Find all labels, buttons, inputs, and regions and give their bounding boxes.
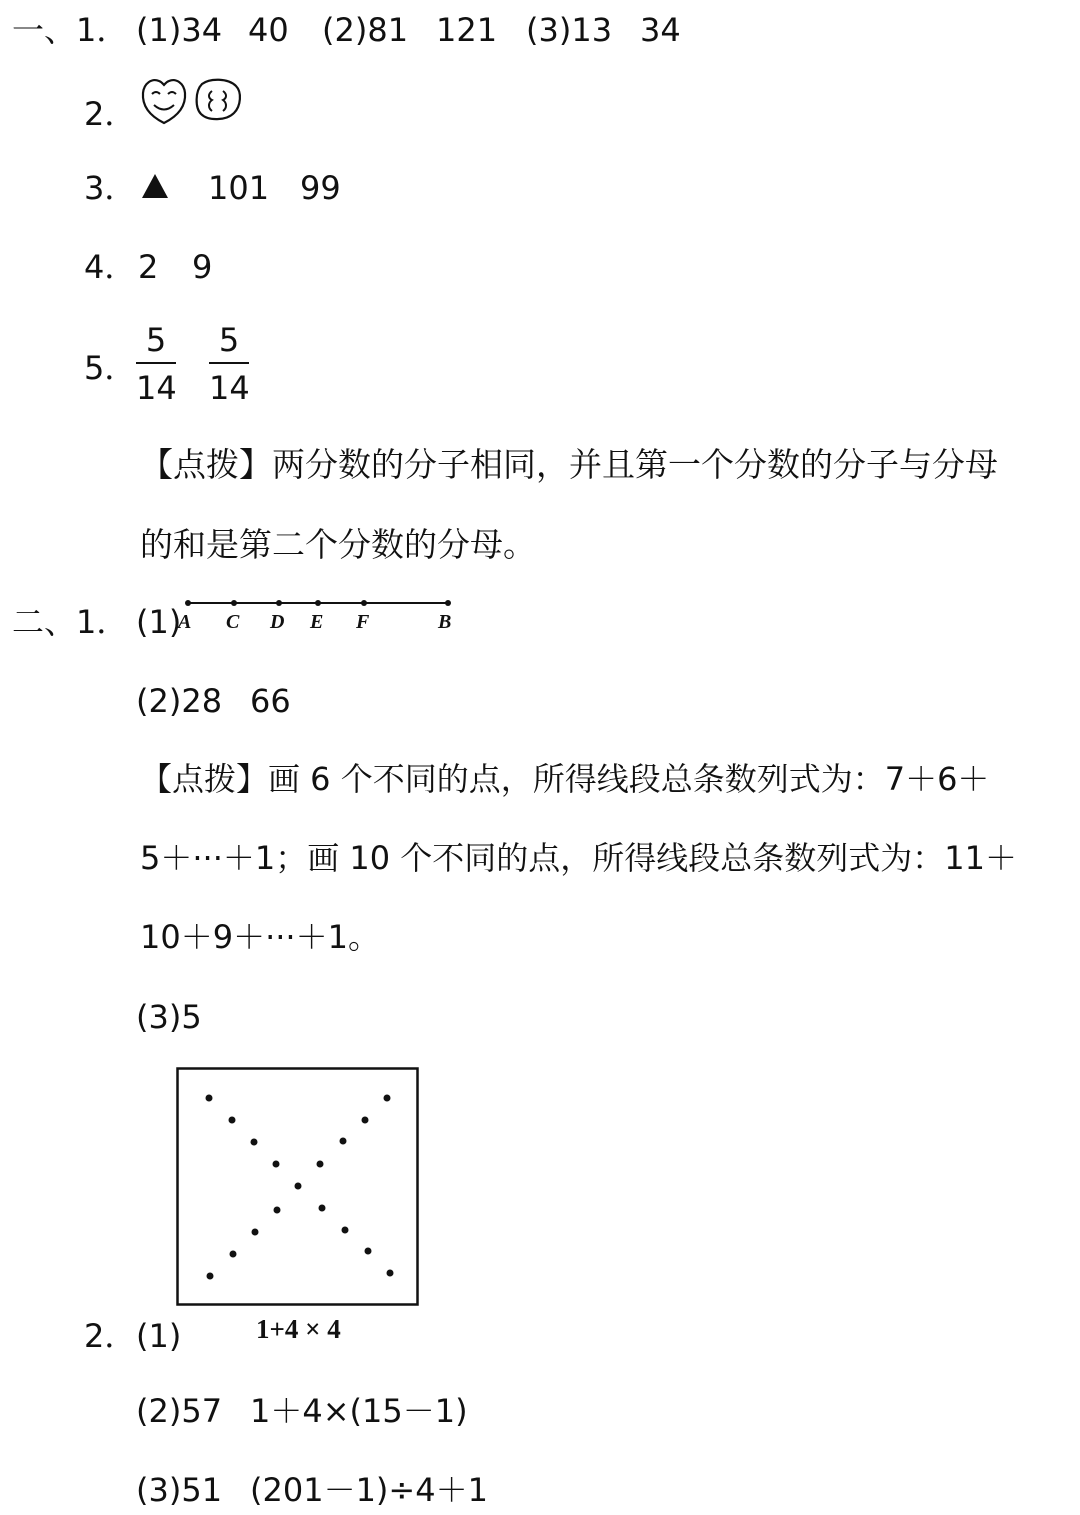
point-a [185, 600, 191, 606]
section2-q1-part-2: (2)28 [136, 682, 223, 720]
fraction-1-numerator: 5 [145, 321, 167, 359]
fraction-1 [136, 321, 177, 407]
section1-q5-tip-line-2: 的和是第二个分数的分母。 [140, 525, 536, 564]
section1-q4-prefix: 4． [84, 248, 137, 286]
point-label-d: D [270, 611, 285, 633]
section2-q2-part-1: (1) [136, 1317, 182, 1355]
point-e [315, 600, 321, 606]
fraction-1-bar [136, 362, 176, 364]
fraction-2-denominator: 14 [209, 369, 250, 407]
dot-x-diagram [176, 1067, 420, 1307]
section1-q1-answer-2: (2)81 [322, 11, 409, 49]
section2-q1-tip-line-2: 5＋···＋1；画 10 个不同的点，所得线段总条数列式为：11＋ [140, 839, 1018, 877]
fraction-2 [209, 321, 250, 407]
section2-q2-part-3b: (201－1)÷4＋1 [250, 1471, 488, 1509]
section2-q1-part-3: (3)5 [136, 998, 202, 1036]
section1-q1-answer-2b: 121 [436, 11, 498, 49]
section1-q2-prefix: 2． [84, 95, 137, 133]
section2-q1-tip-line-3: 10＋9＋···＋1。 [140, 918, 380, 956]
round-face-icon [194, 78, 242, 122]
fraction-2-bar [209, 362, 249, 364]
section2-q1-tip-line-1: 【点拨】画 6 个不同的点，所得线段总条数列式为：7＋6＋ [140, 760, 990, 798]
section1-q4-value-2: 9 [192, 248, 213, 286]
smiling-face-icon [140, 76, 188, 126]
section1-q1-answer-1b: 40 [248, 11, 289, 49]
section1-q1-answer-3b: 34 [640, 11, 681, 49]
triangle-icon [142, 174, 168, 198]
point-f [361, 600, 367, 606]
section1-q1-answer-1: (1)34 [136, 11, 223, 49]
fraction-2-numerator: 5 [218, 321, 240, 359]
diagram-caption: 1+4 × 4 [256, 1314, 341, 1344]
section2-q2-prefix: 2． [84, 1317, 137, 1355]
section2-q2-part-2b: 1＋4×(15－1) [250, 1392, 468, 1430]
section1-q5-prefix: 5． [84, 349, 137, 387]
point-label-e: E [310, 611, 324, 633]
point-c [231, 600, 237, 606]
section1-q3-value-1: 101 [208, 169, 270, 207]
section1-q1-prefix: 一、1． [12, 11, 129, 49]
section1-q1-answer-3: (3)13 [526, 11, 613, 49]
section1-q3-value-2: 99 [300, 169, 341, 207]
section2-q2-part-2: (2)57 [136, 1392, 223, 1430]
point-label-b: B [438, 611, 452, 633]
section2-q1-part-1: (1) [136, 603, 182, 641]
point-b [445, 600, 451, 606]
section2-q1-prefix: 二、1． [12, 603, 129, 641]
point-d [276, 600, 282, 606]
section2-q1-part-2b: 66 [250, 682, 291, 720]
section2-q2-part-3: (3)51 [136, 1471, 223, 1509]
fraction-1-denominator: 14 [136, 369, 177, 407]
point-label-c: C [226, 611, 240, 633]
section1-q3-prefix: 3． [84, 169, 137, 207]
segment-line [180, 596, 460, 610]
section1-q5-tip-line-1: 【点拨】两分数的分子相同，并且第一个分数的分子与分母 [140, 445, 998, 484]
point-label-a: A [178, 611, 192, 633]
section1-q4-value-1: 2 [138, 248, 159, 286]
point-label-f: F [356, 611, 370, 633]
